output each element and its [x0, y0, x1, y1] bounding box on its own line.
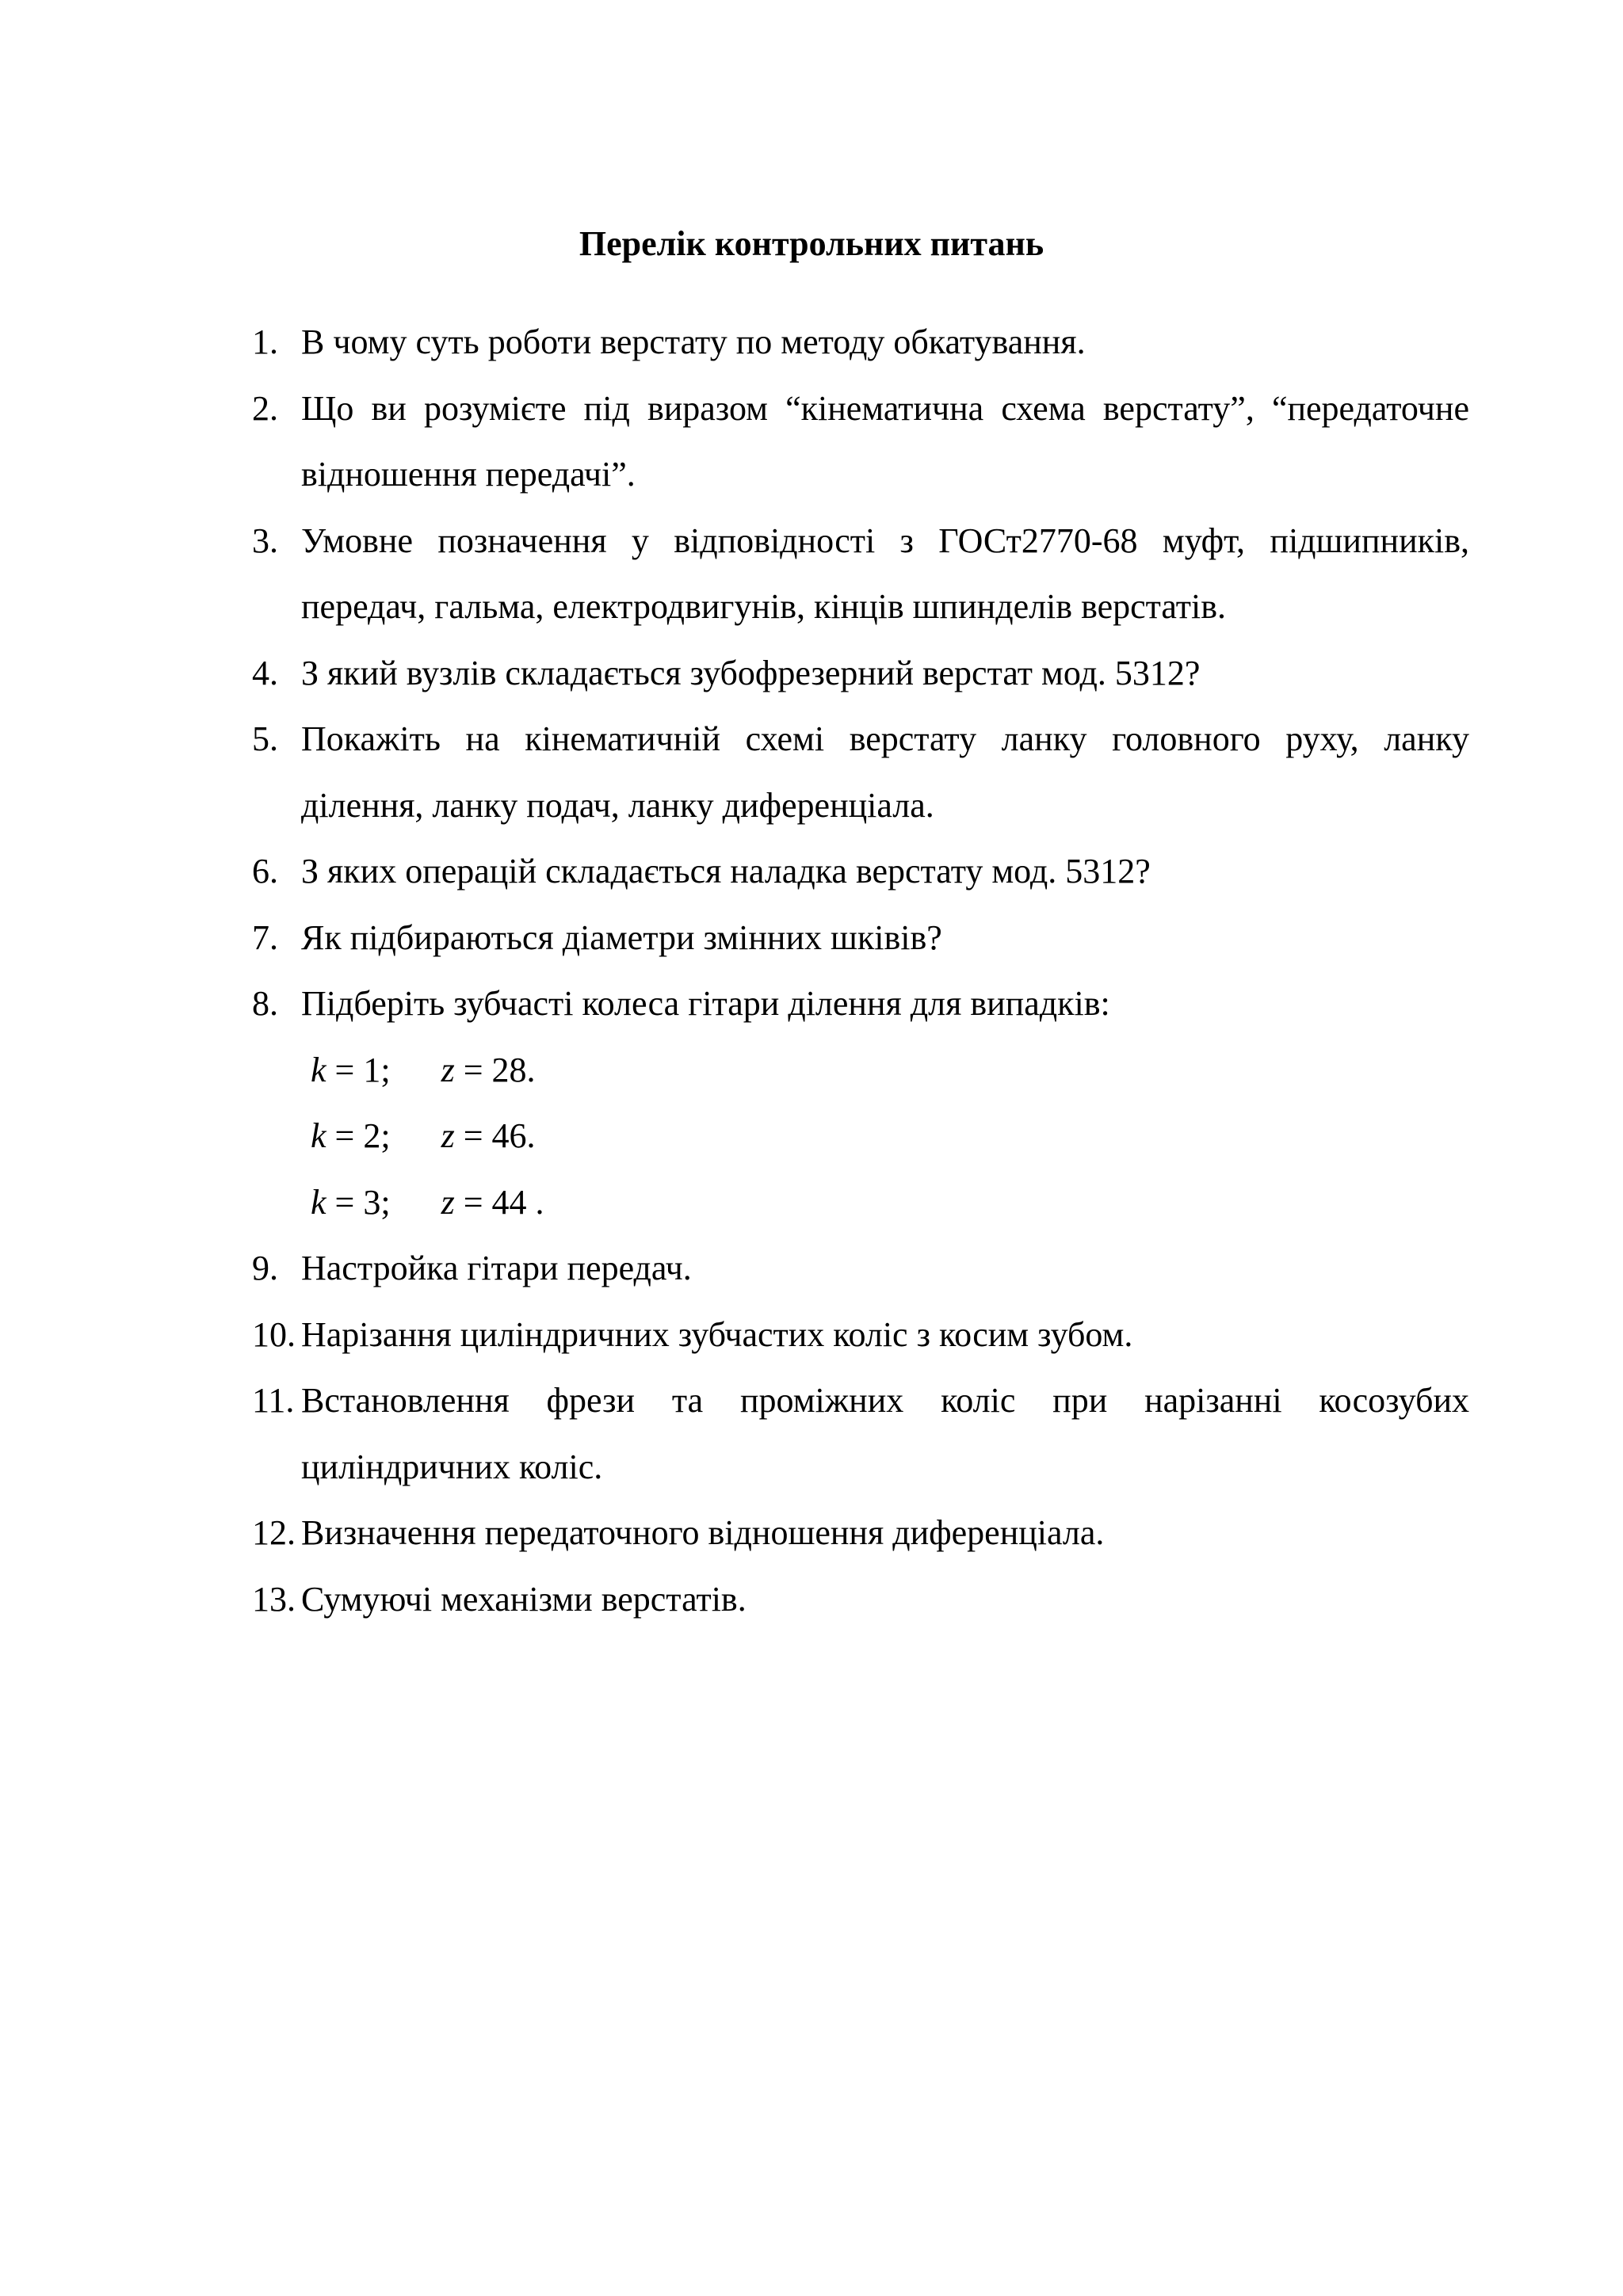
- k-value: = 1;: [326, 1050, 391, 1089]
- case-line-2: [301, 1103, 1469, 1169]
- list-item-10: [252, 1302, 1469, 1368]
- list-item-11: [252, 1367, 1469, 1500]
- question-text: В чому суть роботи верстату по методу обкатування.: [301, 322, 1086, 361]
- z-value: = 28.: [454, 1050, 536, 1089]
- question-text: Як підбираються діаметри змінних шківів?: [301, 917, 942, 957]
- z-group: [391, 1169, 544, 1236]
- question-text: Підберіть зубчасті колеса гітари ділення для випадків:: [301, 984, 1110, 1023]
- z-value: = 46.: [454, 1116, 536, 1155]
- list-item-12: [252, 1500, 1469, 1566]
- question-text: З яких операцій складається наладка верстату мод. 5312?: [301, 852, 1151, 891]
- item-number: 11.: [252, 1381, 295, 1420]
- question-text: Визначення передаточного відношення диференціала.: [301, 1513, 1105, 1552]
- item-number: 7.: [252, 917, 278, 957]
- item-number: 4.: [252, 653, 278, 692]
- question-text: Що ви розумієте під виразом “кінематична схема верстату”, “передаточне відношення передачі”.: [301, 388, 1469, 494]
- question-text: Умовне позначення у відповідності з ГОСт2770-68 муфт, підшипників, передач, гальма, електродвигунів, кінців шпинделів верстатів.: [301, 521, 1469, 626]
- variable-z: z: [441, 1182, 455, 1222]
- item-number: 8.: [252, 984, 278, 1023]
- list-item-13: [252, 1566, 1469, 1633]
- question-text: Встановлення фрези та проміжних коліс при нарізанні косозубих циліндричних коліс.: [301, 1381, 1469, 1486]
- z-value: = 44 .: [454, 1182, 544, 1222]
- question-text: Сумуючі механізми верстатів.: [301, 1579, 747, 1619]
- list-item-2: [252, 376, 1469, 508]
- list-item-3: [252, 508, 1469, 640]
- k-value: = 2;: [326, 1116, 391, 1155]
- item-number: 13.: [252, 1579, 296, 1619]
- list-item-6: [252, 838, 1469, 905]
- questions-list: [252, 309, 1469, 1632]
- item-number: 5.: [252, 719, 278, 758]
- item-number: 12.: [252, 1513, 296, 1552]
- item-number: 9.: [252, 1249, 278, 1287]
- item-number: 10.: [252, 1314, 296, 1354]
- item-number: 3.: [252, 521, 278, 560]
- variable-z: z: [441, 1116, 455, 1155]
- list-item-4: [252, 640, 1469, 707]
- variable-z: z: [441, 1050, 455, 1089]
- item-number: 1.: [252, 322, 278, 361]
- list-item-1: [252, 309, 1469, 376]
- variable-k: k: [311, 1182, 327, 1222]
- list-item-7: [252, 905, 1469, 971]
- list-item-5: [252, 706, 1469, 838]
- case-line-3: [301, 1169, 1469, 1236]
- variable-k: k: [311, 1116, 327, 1155]
- page-title: Перелік контрольних питань: [579, 224, 1044, 263]
- list-item-9: [252, 1235, 1469, 1302]
- item-number: 2.: [252, 388, 278, 428]
- variable-k: k: [311, 1050, 327, 1089]
- question-text: Нарізання циліндричних зубчастих коліс з косим зубом.: [301, 1314, 1133, 1354]
- z-group: [391, 1037, 536, 1104]
- item-number: 6.: [252, 852, 278, 891]
- question-text: Настройка гітари передач.: [301, 1249, 692, 1287]
- question-text: З який вузлів складається зубофрезерний верстат мод. 5312?: [301, 653, 1201, 692]
- k-value: = 3;: [326, 1182, 391, 1222]
- z-group: [391, 1103, 536, 1169]
- question-text: Покажіть на кінематичній схемі верстату ланку головного руху, ланку ділення, ланку подач, ланку диференціала.: [301, 719, 1469, 825]
- list-item-8: [252, 971, 1469, 1235]
- case-line-1: [301, 1037, 1469, 1104]
